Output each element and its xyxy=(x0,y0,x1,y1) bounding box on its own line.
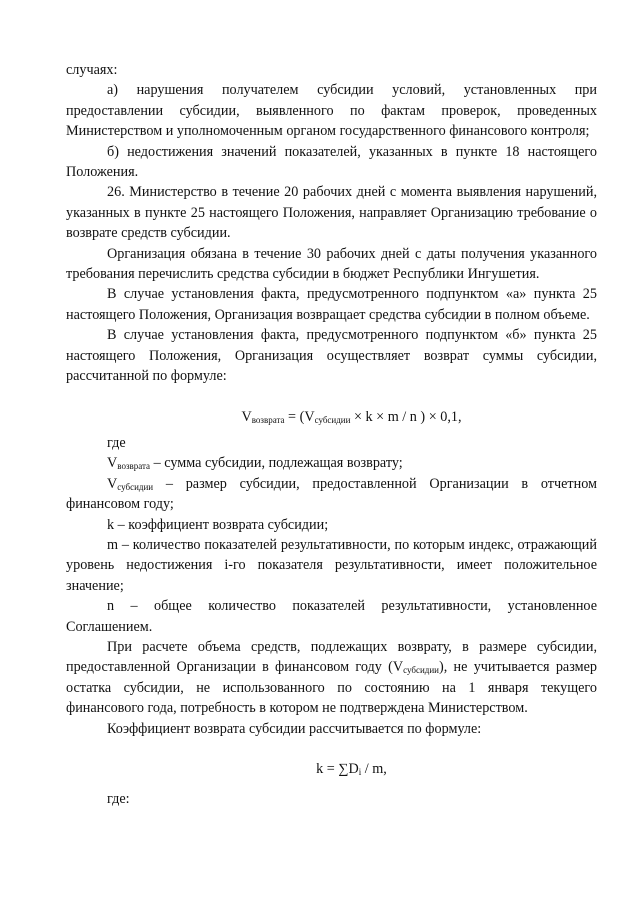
definition-k: k – коэффициент возврата субсидии; xyxy=(107,516,329,533)
formula2-subscript: i xyxy=(358,767,362,777)
formula-lhs-subscript: возврата xyxy=(251,414,285,425)
paragraph-intro: случаях: xyxy=(66,62,118,78)
formula-return-amount xyxy=(66,407,597,427)
formula2-post: / m, xyxy=(361,761,387,777)
formula-mid: = (V xyxy=(284,408,315,425)
formula-rhs: × k × m / n ) × 0,1, xyxy=(350,408,462,425)
paragraph-26: 26. Министерство в течение 20 рабочих дней с момента выявления нарушений, указанных в пункте 25 настоящего Положения, направляет Организацию требование о возврате средств субсидии. xyxy=(66,184,597,242)
symbol-v: V xyxy=(107,475,118,492)
definition-v-subsidy-text: размер субсидии, предоставленной Организации в отчетном финансовом году; xyxy=(66,475,597,513)
symbol-subscript-return: возврата xyxy=(117,461,151,472)
calculation-note-part2: ), не учитывается размер остатка субсидии, не использованного по состоянию на 1 января текущего финансового года, потребность в котором не подтверждена Министерством. xyxy=(66,659,597,717)
formula-lhs: V xyxy=(241,408,252,425)
document-page xyxy=(66,60,597,810)
symbol-v: V xyxy=(107,455,118,472)
definition-n: n – общее количество показателей результативности, установленное Соглашением. xyxy=(66,598,597,635)
paragraph-coefficient-intro: Коэффициент возврата субсидии рассчитывается по формуле: xyxy=(107,720,482,737)
paragraph-case-b: В случае установления факта, предусмотренного подпунктом «б» пункта 25 настоящего Положения, Организация осуществляет возврат суммы субсидии, рассчитанной по формуле: xyxy=(66,327,597,385)
calculation-note-subscript: субсидии xyxy=(403,665,439,676)
definition-m: m – количество показателей результативности, по которым индекс, отражающий уровень недостижения i-го показателя результативности, имеет положительное значение; xyxy=(66,536,597,594)
symbol-subscript-subsidy: субсидии xyxy=(117,481,154,492)
definition-v-subsidy xyxy=(66,474,597,515)
paragraph-organization-obligation: Организация обязана в течение 30 рабочих дней с даты получения указанного требования перечислить средства субсидии в бюджет Республики Ингушетия. xyxy=(66,245,597,283)
clause-b: б) недостижения значений показателей, указанных в пункте 18 настоящего Положения. xyxy=(66,143,597,181)
definition-v-return-text: – сумма субсидии, подлежащая возврату; xyxy=(150,455,403,472)
paragraph-case-a: В случае установления факта, предусмотренного подпунктом «а» пункта 25 настоящего Положения, Организация возвращает средства субсидии в полном объеме. xyxy=(66,286,597,323)
where-label: где xyxy=(107,434,126,451)
formula-coefficient xyxy=(66,759,597,779)
where-label-final: где: xyxy=(107,791,130,808)
calculation-note-part1: При расчете объема средств, подлежащих возврату, в размере субсидии, предоставленной Организации в финансовом году (V xyxy=(66,638,597,676)
definition-v-return xyxy=(66,453,597,473)
definition-dash: – xyxy=(153,475,186,492)
formula-mid-subscript: субсидии xyxy=(314,414,351,425)
paragraph-calculation-note xyxy=(66,637,597,719)
formula2-pre: k = ∑D xyxy=(316,761,359,777)
clause-a: а) нарушения получателем субсидии условий, установленных при предоставлении субсидии, выявленного по фактам проверок, проведенных Министерством и уполномоченным органом государственного финансового контроля; xyxy=(66,82,597,140)
